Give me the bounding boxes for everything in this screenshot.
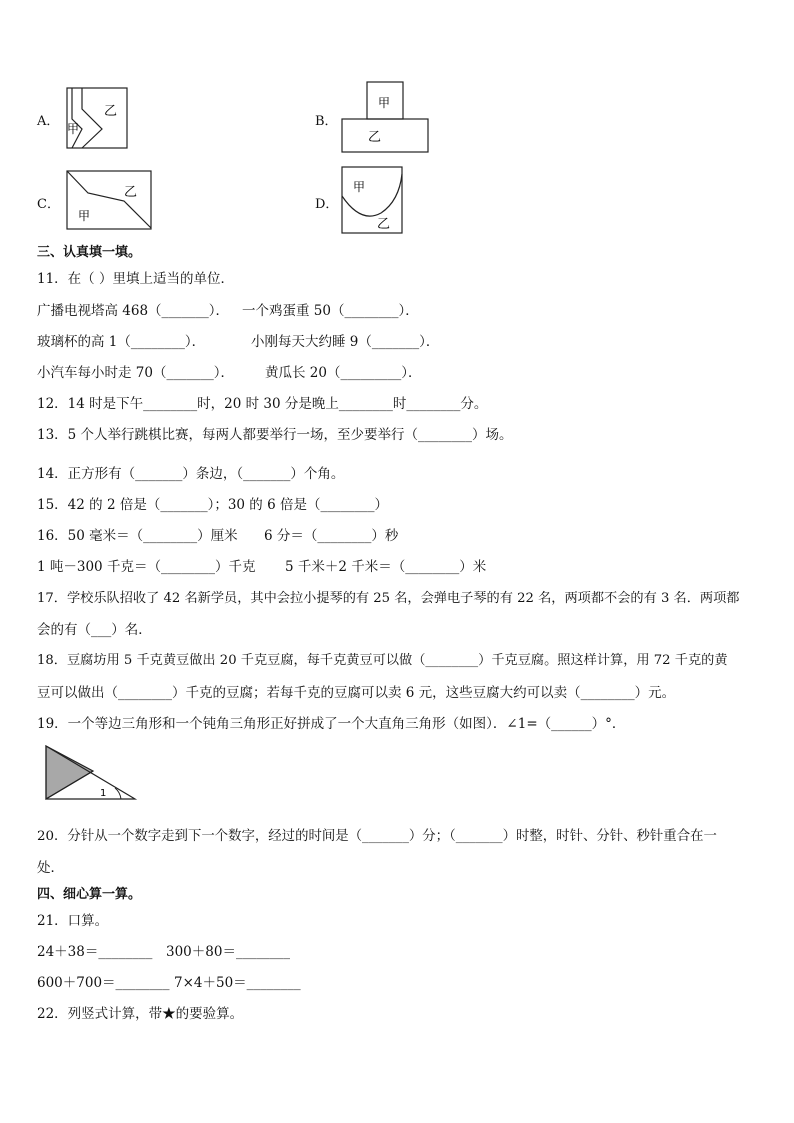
equilateral-triangle <box>46 746 93 799</box>
q21-expr-4: 7×4＋50＝________ <box>174 975 301 991</box>
q19-text: 19．一个等边三角形和一个钝角三角形正好拼成了一个大直角三角形（如图）．∠1=（______）°． <box>37 716 626 732</box>
q22: 22．列竖式计算，带★的要验算。 <box>37 1006 244 1022</box>
label-yi: 乙 <box>104 104 118 119</box>
q11-line3-b: 黄瓜长 20（_________）． <box>265 365 422 381</box>
angle-1-label: 1 <box>100 788 107 799</box>
q11-line1-b: 一个鸡蛋重 50（________）． <box>242 303 419 319</box>
figure-bottom-rect <box>342 119 428 152</box>
q11-line1-a: 广播电视塔高 468（_______）． <box>37 303 230 319</box>
q11-line3-a: 小汽车每小时走 70（_______）． <box>37 365 234 381</box>
section-3-title: 三、认真填一填。 <box>37 245 142 260</box>
label-jia: 甲 <box>378 96 391 110</box>
q21-expr-3: 600＋700＝________ <box>37 975 170 991</box>
q18-line2: 豆可以做出（________）千克的豆腐；若每千克的豆腐可以卖 6 元，这些豆腐大约可以卖（________）元。 <box>37 685 676 701</box>
q16-line2-a: 1 吨－300 千克＝（________）千克 <box>37 559 256 575</box>
option-d-label: D． <box>315 197 339 212</box>
q11-stem: 11．在（ ）里填上适当的单位． <box>37 271 234 287</box>
q15: 15．42 的 2 倍是（_______）；30 的 6 倍是（________） <box>37 497 388 513</box>
option-c-figure <box>66 170 152 230</box>
label-yi: 乙 <box>377 217 391 232</box>
label-jia: 甲 <box>353 180 366 194</box>
q17-line2: 会的有（___）名． <box>37 622 152 638</box>
option-c-label: C． <box>37 197 60 212</box>
figure-square <box>67 88 127 148</box>
label-yi: 乙 <box>124 185 138 200</box>
q16-line2-b: 5 千米＋2 千米＝（________）米 <box>285 559 487 575</box>
q11-line2-a: 玻璃杯的高 1（________）． <box>37 334 206 350</box>
option-b-figure <box>341 81 429 153</box>
label-yi: 乙 <box>368 130 382 145</box>
q13: 13．5 个人举行跳棋比赛，每两人都要举行一场，至少要举行（________）场。 <box>37 427 513 443</box>
label-jia: 甲 <box>78 209 91 223</box>
q21-expr-1: 24＋38＝________ <box>37 944 153 960</box>
option-a-label: A． <box>37 114 60 129</box>
q17-line1: 17．学校乐队招收了 42 名新学员，其中会拉小提琴的有 25 名，会弹电子琴的有 22 名，两项都不会的有 3 名．两项都 <box>37 591 740 606</box>
q14: 14．正方形有（_______）条边，（_______）个角。 <box>37 466 345 482</box>
q11-line2-b: 小刚每天大约睡 9（_______）． <box>251 334 440 350</box>
q12: 12．14 时是下午________时，20 时 30 分是晚上________时________分。 <box>37 396 488 412</box>
option-d-figure <box>341 166 403 234</box>
q20-line1: 20．分针从一个数字走到下一个数字，经过的时间是（_______）分；（_______）时整，时针、分针、秒针重合在一 <box>37 829 717 844</box>
option-a-figure <box>66 87 128 149</box>
option-b-label: B． <box>315 114 338 129</box>
q16-line1-b: 6 分＝（________）秒 <box>264 528 399 544</box>
q18-line1: 18．豆腐坊用 5 千克黄豆做出 20 千克豆腐，每千克黄豆可以做（________）千克豆腐。照这样计算，用 72 千克的黄 <box>37 653 728 668</box>
label-jia: 甲 <box>67 122 80 136</box>
q21-stem: 21．口算。 <box>37 913 109 929</box>
figure-curve <box>342 174 402 216</box>
section-4-title: 四、细心算一算。 <box>37 887 142 902</box>
q16-line1-a: 16．50 毫米＝（________）厘米 <box>37 528 238 544</box>
figure-divider <box>82 88 102 148</box>
q19-triangle-figure <box>44 744 138 802</box>
figure-divider <box>72 88 82 148</box>
q21-expr-2: 300＋80＝________ <box>166 944 290 960</box>
q20-line2: 处． <box>37 860 64 876</box>
